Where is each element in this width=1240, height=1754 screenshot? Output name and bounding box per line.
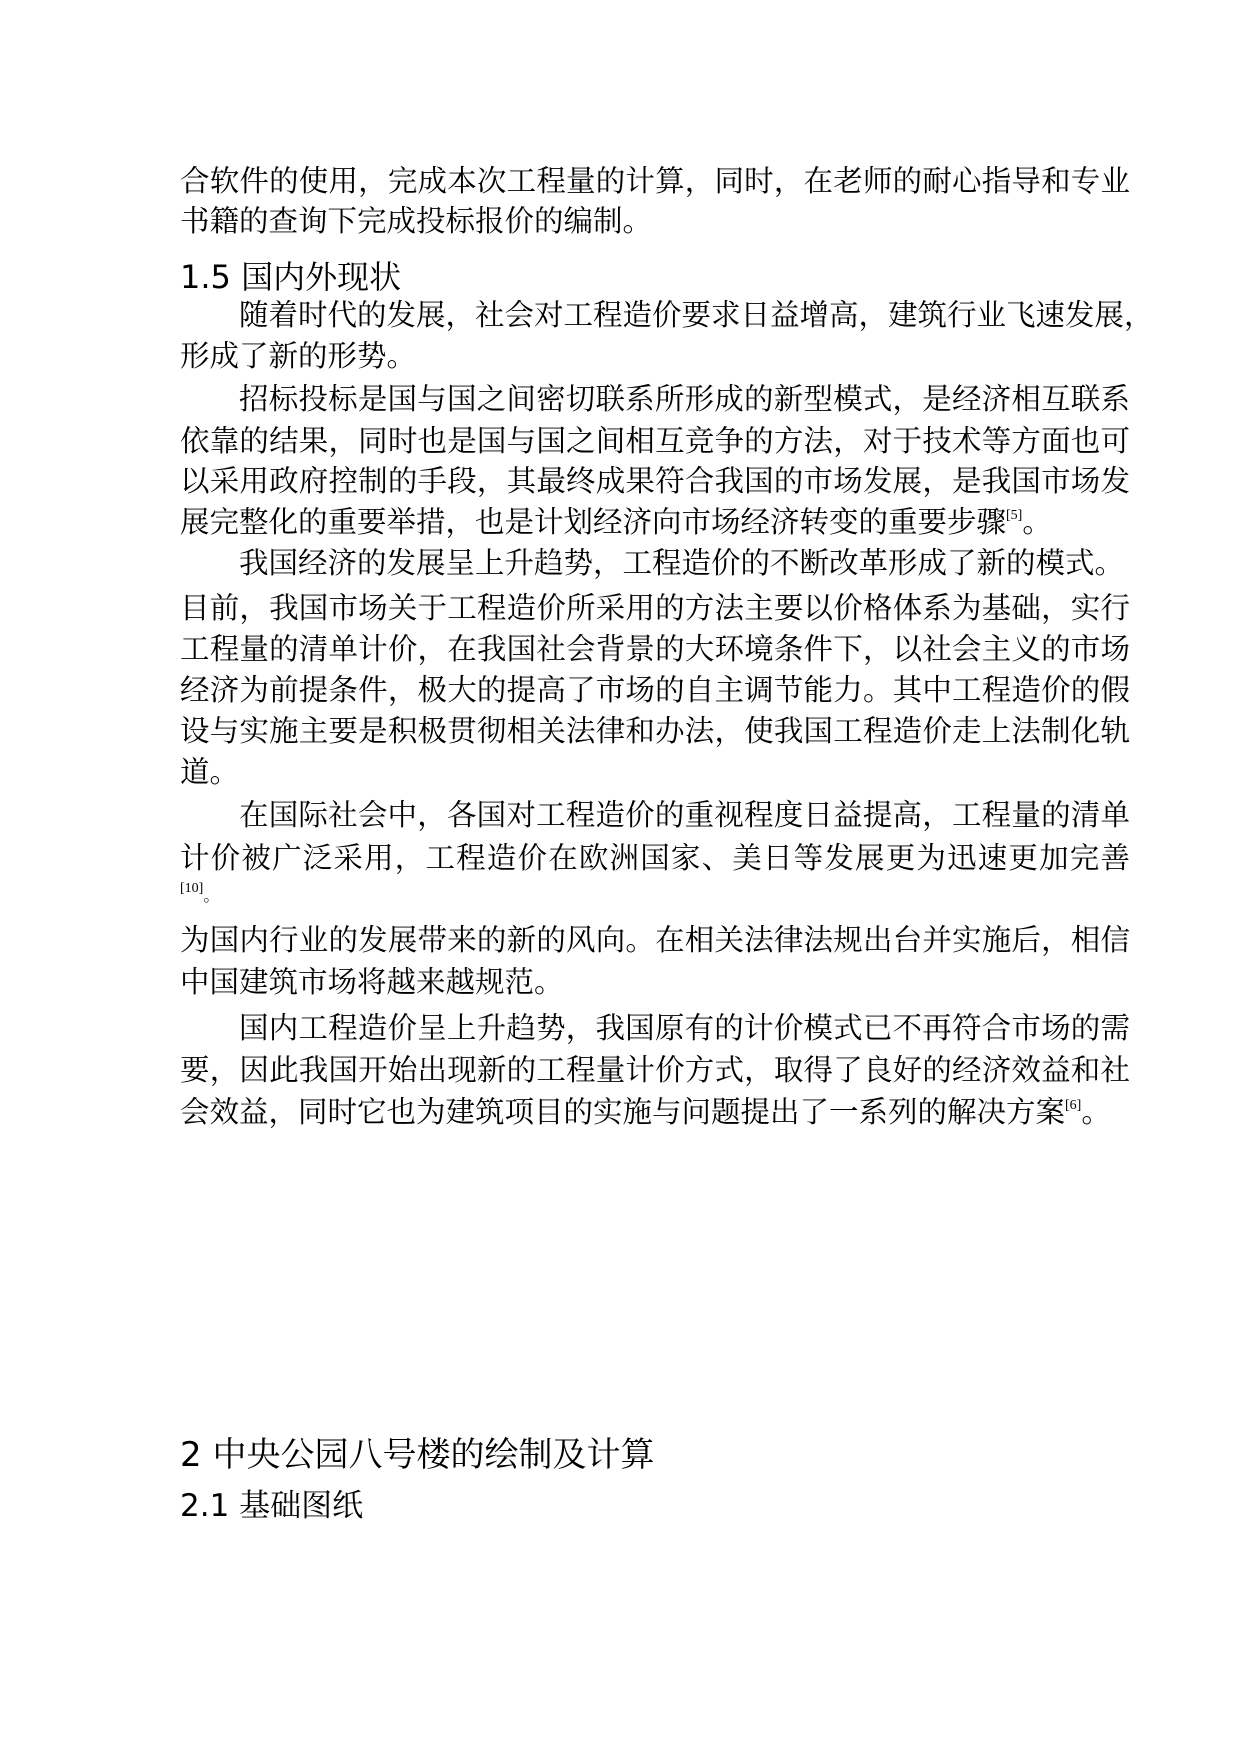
- paragraph-line: [180, 1091, 1130, 1136]
- paragraph-line: 随着时代的发展，社会对工程造价要求日益增高，建筑行业飞速发展，: [239, 300, 1154, 332]
- paragraph-line: 国内工程造价呈上升趋势，我国原有的计价模式已不再符合市场的需: [239, 1013, 1130, 1045]
- citation-10: [10]: [180, 881, 204, 896]
- paragraph-line: 在国际社会中，各国对工程造价的重视程度日益提高，工程量的清单: [239, 800, 1130, 832]
- paragraph-line: 我国经济的发展呈上升趋势，工程造价的不断改革形成了新的模式。: [239, 548, 1125, 580]
- section-heading-1-5: 1.5 国内外现状: [180, 258, 402, 296]
- chapter-heading-2: 2 中央公园八号楼的绘制及计算: [180, 1435, 655, 1475]
- section-heading-2-1: 2.1 基础图纸: [180, 1488, 364, 1524]
- line-end: 。: [1081, 1097, 1111, 1129]
- paragraph-line: 依靠的结果，同时也是国与国之间相互竞争的方法，对于技术等方面也可: [180, 426, 1130, 458]
- paragraph-line: 经济为前提条件，极大的提高了市场的自主调节能力。其中工程造价的假: [180, 675, 1130, 707]
- paragraph-line: 招标投标是国与国之间密切联系所形成的新型模式，是经济相互联系: [239, 384, 1130, 416]
- line-text: 会效益，同时它也为建筑项目的实施与问题提出了一系列的解决方案: [180, 1097, 1066, 1129]
- paragraph-line: 工程量的清单计价，在我国社会背景的大环境条件下，以社会主义的市场: [180, 634, 1130, 666]
- paragraph-line: 书籍的查询下完成投标报价的编制。: [180, 206, 653, 238]
- paragraph-line: 道。: [180, 757, 240, 789]
- line-end: 。: [1022, 507, 1052, 539]
- paragraph-line: 中国建筑市场将越来越规范。: [180, 967, 564, 999]
- line-end: 。: [203, 888, 220, 905]
- paragraph-line: 要，因此我国开始出现新的工程量计价方式，取得了良好的经济效益和社: [180, 1055, 1130, 1087]
- paragraph-line: 目前，我国市场关于工程造价所采用的方法主要以价格体系为基础，实行: [180, 593, 1130, 625]
- paragraph-line: 设与实施主要是积极贯彻相关法律和办法，使我国工程造价走上法制化轨: [180, 716, 1130, 748]
- paragraph-line: [180, 874, 1130, 919]
- line-text: 展完整化的重要举措，也是计划经济向市场经济转变的重要步骤: [180, 507, 1007, 539]
- paragraph-line: 形成了新的形势。: [180, 341, 417, 373]
- paragraph-line: 合软件的使用，完成本次工程量的计算，同时，在老师的耐心指导和专业: [180, 166, 1130, 198]
- paragraph-line: 以采用政府控制的手段，其最终成果符合我国的市场发展，是我国市场发: [180, 466, 1130, 498]
- citation-6: [6]: [1065, 1098, 1082, 1113]
- paragraph-line: 计价被广泛采用，工程造价在欧洲国家、美日等发展更为迅速更加完善: [180, 843, 1130, 875]
- paragraph-line: [180, 501, 1130, 546]
- paragraph-line: 为国内行业的发展带来的新的风向。在相关法律法规出台并实施后，相信: [180, 925, 1130, 957]
- citation-5: [5]: [1006, 508, 1023, 523]
